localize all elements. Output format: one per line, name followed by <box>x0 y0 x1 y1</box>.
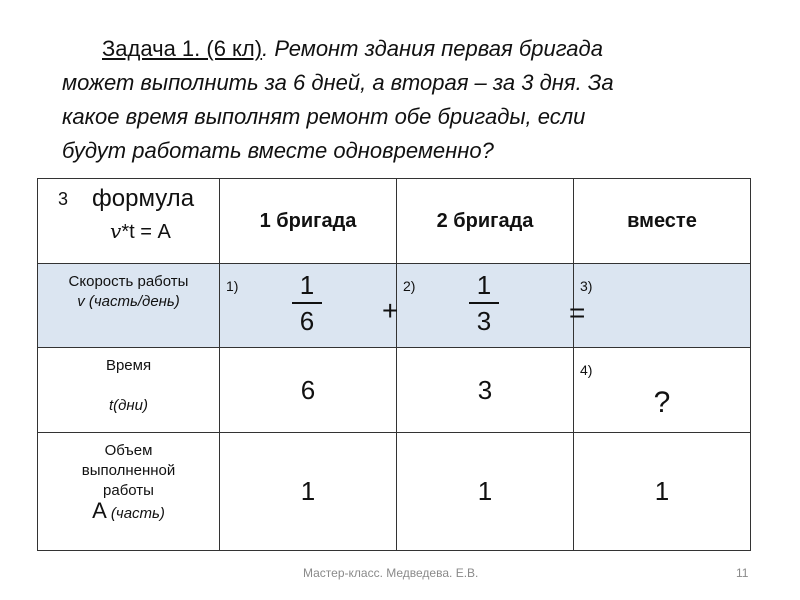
formula-rest: *t = А <box>121 221 171 243</box>
footer-author: Мастер-класс. Медведева. Е.В. <box>303 566 479 580</box>
formula-cell <box>38 179 220 264</box>
formula-expression <box>110 219 171 244</box>
step-1-number: 1) <box>226 278 239 294</box>
formula-v: v <box>110 219 122 243</box>
speed-together <box>574 264 751 348</box>
time-label: Время t(дни) <box>105 357 152 414</box>
task-line-3: какое время выполнят ремонт обе бригады, если <box>62 104 586 129</box>
speed-label-cell <box>38 264 220 348</box>
equals-sign: = <box>569 297 586 328</box>
speed-label: Скорость работы v (часть/день) <box>68 273 189 310</box>
time-together <box>574 348 751 433</box>
header-together: вместе <box>574 179 751 264</box>
step-4-number: 4) <box>580 362 593 378</box>
time-row <box>38 348 751 433</box>
header-brigade-1: 1 бригада <box>220 179 397 264</box>
formula-word: формула <box>92 185 195 212</box>
time-brigade-2: 3 <box>397 348 574 433</box>
work-brigade-1: 1 <box>220 433 397 551</box>
task-line-4: будут работать вместе одновременно? <box>62 138 494 163</box>
page-number: 11 <box>736 566 749 580</box>
unknown-mark: ? <box>653 386 671 419</box>
plus-sign: + <box>382 295 399 326</box>
task-text <box>62 32 762 168</box>
fraction-one-third: $\frac{1}{3}$ <box>469 268 499 338</box>
task-line-1: . Ремонт здания первая бригада <box>262 36 603 61</box>
formula-number: 3 <box>58 189 69 209</box>
speed-brigade-2 <box>397 264 574 348</box>
task-label: Задача 1. (6 кл) <box>102 36 263 61</box>
header-brigade-2: 2 бригада <box>397 179 574 264</box>
time-brigade-1: 6 <box>220 348 397 433</box>
step-2-number: 2) <box>403 278 416 294</box>
header-row <box>38 179 751 264</box>
solution-table <box>37 178 751 551</box>
speed-brigade-1 <box>220 264 397 348</box>
work-label-cell <box>38 433 220 551</box>
work-row <box>38 433 751 551</box>
time-label-cell <box>38 348 220 433</box>
step-3-number: 3) <box>580 278 593 294</box>
work-brigade-2: 1 <box>397 433 574 551</box>
work-label: Объем выполненной работы А (часть) <box>81 442 176 523</box>
fraction-one-sixth: $\frac{1}{6}$ <box>292 268 322 338</box>
work-together: 1 <box>574 433 751 551</box>
task-line-2: может выполнить за 6 дней, а вторая – за 3 дня. За <box>62 70 614 95</box>
